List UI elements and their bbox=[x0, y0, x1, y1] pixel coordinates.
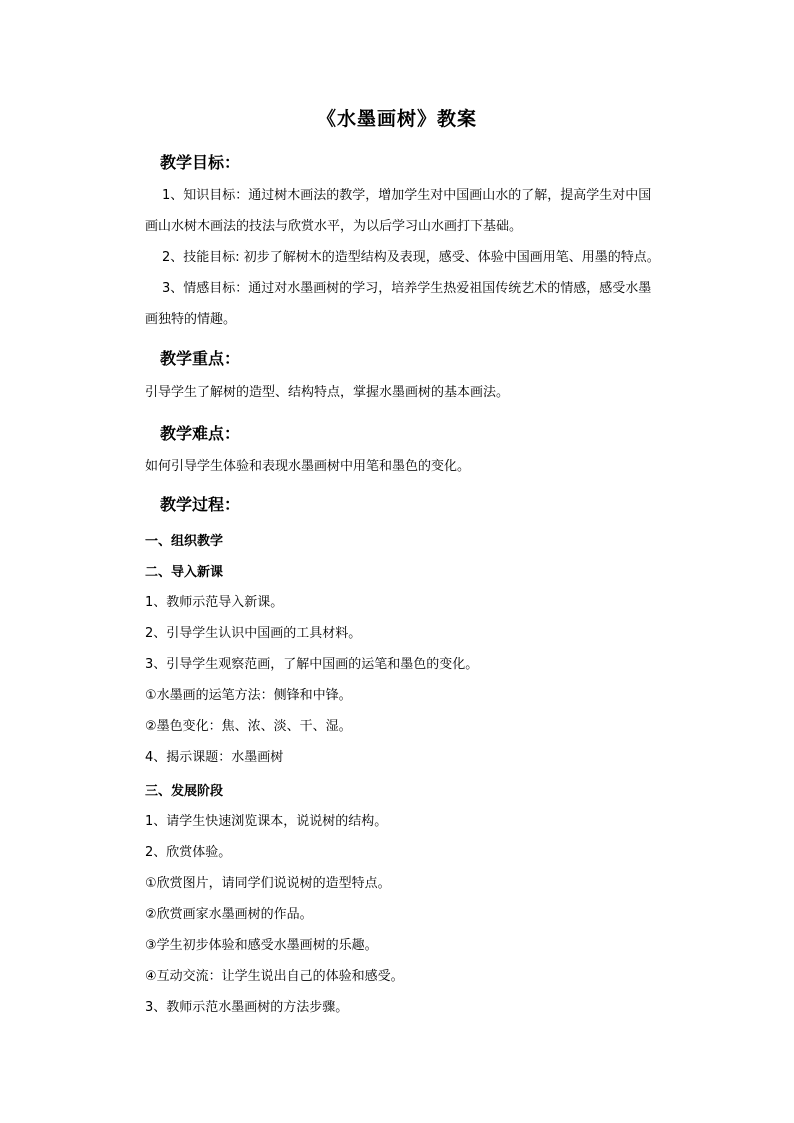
heading-key-points: 教学重点： bbox=[160, 349, 241, 368]
process-step: 1、教师示范导入新课。 bbox=[145, 595, 284, 610]
process-section-3: 三、发展阶段 bbox=[145, 784, 224, 799]
objective-emotion-line1: 3、情感目标：通过对水墨画树的学习，培养学生热爱祖国传统艺术的情感，感受水墨 bbox=[162, 281, 652, 296]
process-step: ①欣赏图片，请同学们说说树的造型特点。 bbox=[145, 876, 391, 891]
key-points-text: 引导学生了解树的造型、结构特点，掌握水墨画树的基本画法。 bbox=[145, 385, 510, 400]
process-step: 4、揭示课题：水墨画树 bbox=[145, 750, 284, 765]
objective-knowledge-line1: 1、知识目标：通过树木画法的教学，增加学生对中国画山水的了解，提高学生对中国 bbox=[162, 188, 652, 203]
difficulties-text: 如何引导学生体验和表现水墨画树中用笔和墨色的变化。 bbox=[145, 459, 471, 474]
process-step: 2、引导学生认识中国画的工具材料。 bbox=[145, 626, 362, 641]
objective-knowledge-line2: 画山水树木画法的技法与欣赏水平，为以后学习山水画打下基础。 bbox=[145, 219, 523, 234]
process-step: 2、欣赏体验。 bbox=[145, 845, 232, 860]
objective-skill: 2、技能目标: 初步了解树木的造型结构及表现，感受、体验中国画用笔、用墨的特点。 bbox=[162, 250, 660, 265]
document-title: 《水墨画树》教案 bbox=[316, 108, 477, 130]
process-step: ②欣赏画家水墨画树的作品。 bbox=[145, 907, 313, 922]
heading-process: 教学过程： bbox=[160, 495, 241, 514]
process-step: ③学生初步体验和感受水墨画树的乐趣。 bbox=[145, 938, 378, 953]
process-step: ④互动交流：让学生说出自己的体验和感受。 bbox=[145, 969, 404, 984]
heading-objectives: 教学目标： bbox=[160, 153, 241, 172]
process-section-1: 一、组织教学 bbox=[145, 534, 224, 549]
process-step: 1、请学生快速浏览课本，说说树的结构。 bbox=[145, 814, 388, 829]
objective-emotion-line2: 画独特的情趣。 bbox=[145, 312, 237, 327]
process-step: ①水墨画的运笔方法：侧锋和中锋。 bbox=[145, 688, 352, 703]
process-step: ②墨色变化：焦、浓、淡、干、湿。 bbox=[145, 719, 352, 734]
process-section-2: 二、导入新课 bbox=[145, 565, 224, 580]
heading-difficulties: 教学难点： bbox=[160, 424, 241, 443]
process-step: 3、引导学生观察范画，了解中国画的运笔和墨色的变化。 bbox=[145, 657, 479, 672]
process-step: 3、教师示范水墨画树的方法步骤。 bbox=[145, 1000, 349, 1015]
